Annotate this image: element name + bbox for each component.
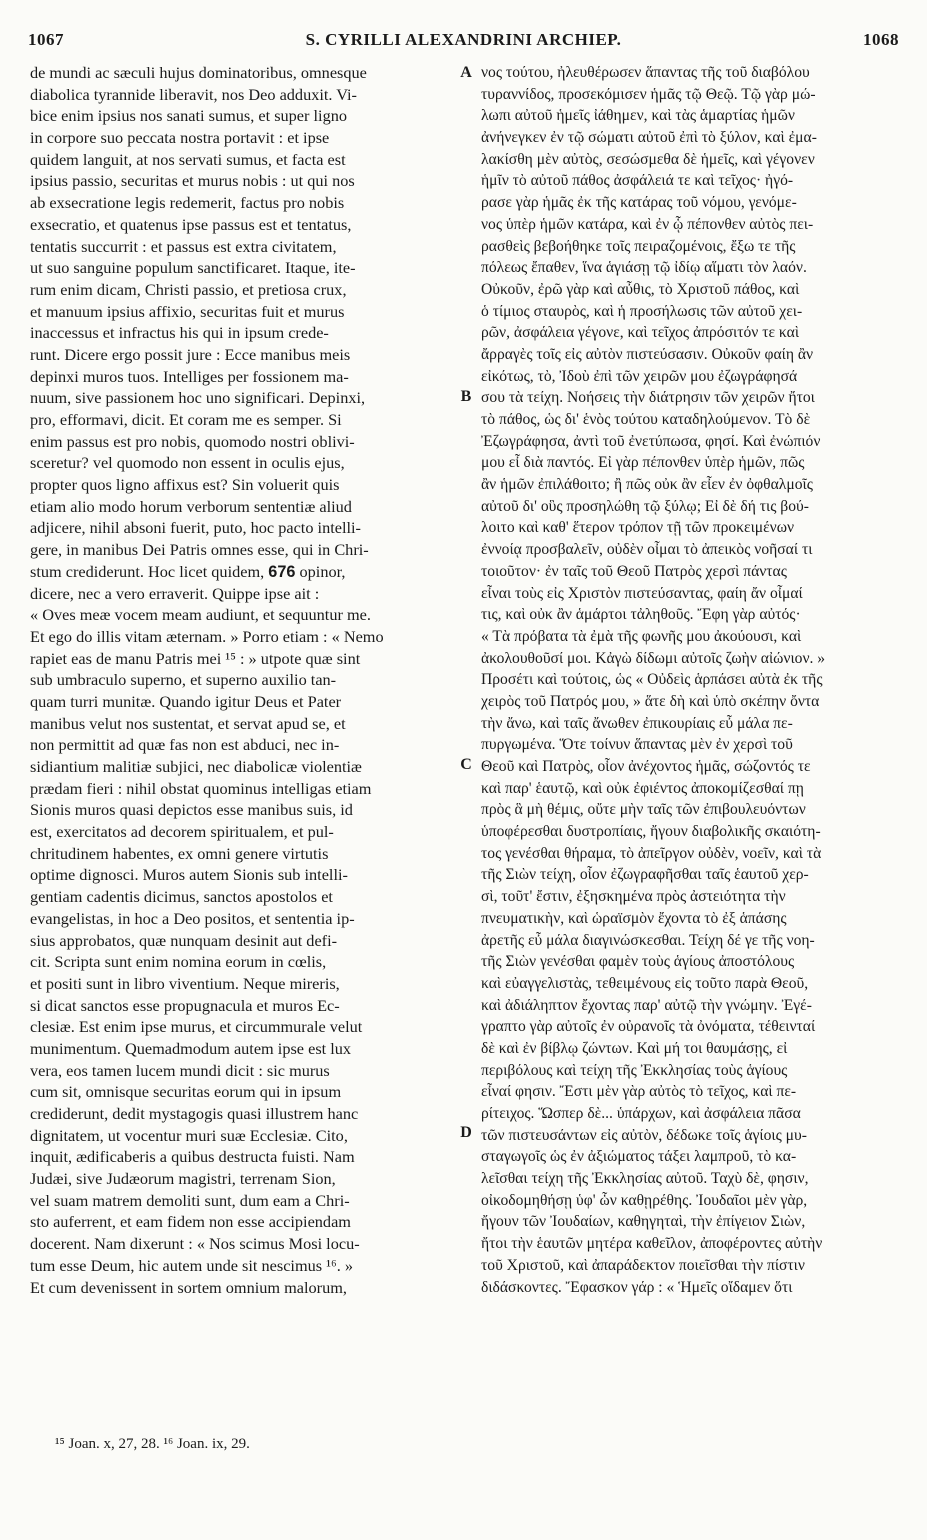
greek-line: Προσέτι καὶ τούτοις, ὡς « Οὐδεὶς ἁρπάσει αὐτὰ ἐκ τῆς bbox=[481, 671, 823, 689]
latin-line: quam turri munitæ. Quando igitur Deus et Pater bbox=[30, 691, 342, 711]
section-marker-c: C bbox=[460, 756, 472, 773]
greek-line: ἡμῖν τὸ αὐτοῦ πάθος ἀσφάλειά τε καὶ τεῖχος· ἠγό- bbox=[481, 172, 794, 190]
latin-line: sto auferrent, et eam fidem non esse accipiendam bbox=[30, 1212, 351, 1232]
section-marker-d: D bbox=[460, 1124, 472, 1141]
latin-line: vel suam matrem demoliti sunt, dum eam a Chri- bbox=[30, 1190, 350, 1210]
latin-line: de mundi ac sæculi hujus dominatoribus, omnesque bbox=[30, 63, 367, 82]
latin-line: runt. Dicere ergo possit jure : Ecce manibus meis bbox=[30, 344, 351, 364]
greek-line: αὐτοῦ δι' οὓς προσηλώθη τῷ ξύλῳ; Εἰ δὲ δή τις βού- bbox=[481, 497, 809, 515]
latin-line: propter quos ligno affixus est? Sin voluerit quis bbox=[30, 475, 340, 495]
latin-line: munimentum. Quemadmodum autem ipse est lux bbox=[30, 1038, 352, 1058]
greek-line: πρὸς ἃ μὴ θέμις, οὔτε μὴν ταῖς τῶν ἐπιβουλευόντων bbox=[481, 801, 806, 819]
greek-line: νος τούτου, ἠλευθέρωσεν ἅπαντας τῆς τοῦ διαβόλου bbox=[481, 64, 810, 81]
latin-line: si dicat sanctos esse propugnacula et muros Ec- bbox=[30, 995, 340, 1015]
greek-line: ἤγουν τῶν Ἰουδαίων, καθηγηταὶ, τὴν ἐπίγειον Σιὼν, bbox=[481, 1213, 806, 1231]
greek-line: τὸ πάθος, ὡς δι' ἑνὸς τούτου καταδηλούμενον. Τὸ δὲ bbox=[481, 411, 811, 428]
greek-line: τῆς Σιὼν τείχη, οἷον ἐζωγραφῆσθαι ταῖς ἑαυτοῦ χερ- bbox=[481, 866, 809, 884]
latin-line: inaccessus et infractus his qui in ipsum crede- bbox=[30, 323, 329, 343]
greek-line: οἰκοδομηθήσῃ ὑφ' ὧν καθῃρέθης. Ἰουδαῖοι μὲν γὰρ, bbox=[481, 1191, 808, 1209]
greek-line: ἐννοίᾳ προσβαλεῖν, οὐδὲν οἶμαι τὸ ἀπεικὸς νοῆσαί τι bbox=[481, 541, 813, 559]
page-header bbox=[28, 30, 899, 60]
section-marker-b: B bbox=[460, 388, 472, 405]
greek-line: σὶ, τοῦτ' ἔστιν, ἐξησκημένα πρὸς ἀστειότητα τὴν bbox=[481, 888, 786, 906]
greek-line: εἶναι τοὺς εἰς Χριστὸν πιστεύσαντας, φαίη ἄν οἶμαί bbox=[481, 584, 803, 602]
greek-line: λεῖσθαι τείχη τῆς Ἐκκλησίας αὐτοῦ. Ταχὺ δὲ, φησιν, bbox=[481, 1170, 809, 1188]
latin-line: gere, in manibus Dei Patris omnes esse, qui in Chri- bbox=[30, 540, 369, 560]
latin-line: exsecratio, et quatenus ipse passus est et tentatus, bbox=[30, 214, 352, 234]
greek-line: τυραννίδος, προσεκόμισεν ἡμᾶς τῷ Θεῷ. Τῷ γὰρ μώ- bbox=[481, 85, 816, 103]
greek-line: ἂν ἡμῶν ἐπιλάθοιτο; ἢ πῶς οὐκ ἂν εἶεν ἐν ὀφθαλμοῖς bbox=[481, 476, 813, 494]
latin-line: diabolica tyrannide liberavit, nos Deo adduxit. Vi- bbox=[30, 84, 357, 104]
greek-line: πόλεως ἔπαθεν, ἵνα ἁγιάσῃ τῷ ἰδίῳ αἵματι τὸν λαόν. bbox=[481, 259, 807, 277]
column-number: 676 bbox=[268, 562, 296, 581]
latin-line: chritudinem habentes, ex omni genere virtutis bbox=[30, 843, 329, 863]
latin-line: non permittit ad quæ fas non est abduci, nec in- bbox=[30, 735, 340, 755]
latin-line: Sionis muros quasi depictos esse manibus suis, id bbox=[30, 800, 353, 820]
latin-line-text: opinor, bbox=[295, 561, 346, 581]
latin-line: vera, eos tamen lucem mundi dicit : sic murus bbox=[30, 1060, 330, 1080]
greek-line: λακίσθη μὲν αὐτὸς, σεσώσμεθα δὲ ἡμεῖς, καὶ γέγονεν bbox=[481, 150, 815, 168]
greek-line: ρίτειχος. Ὥσπερ δὲ... ὑπάρχων, καὶ ἀσφάλεια πᾶσα bbox=[481, 1105, 801, 1122]
greek-line: πνευματικὴν, καὶ ὡραϊσμὸν ἔχοντα τὸ ἐξ ἁπάσης bbox=[481, 909, 787, 927]
page-number-right: 1068 bbox=[863, 30, 899, 49]
latin-line: cit. Scripta sunt enim nomina eorum in cœlis, bbox=[30, 952, 327, 972]
footnote: ¹⁵ Joan. x, 27, 28. ¹⁶ Joan. ix, 29. bbox=[55, 1436, 250, 1452]
section-marker-a: A bbox=[460, 64, 472, 81]
greek-line: Οὐκοῦν, ἐρῶ γὰρ καὶ αὖθις, τὸ Χριστοῦ πάθος, καὶ bbox=[481, 280, 800, 298]
greek-line: ἤτοι τὴν ἑαυτῶν μητέρα καθεῖλον, ἀποφέροντες αὐτὴν bbox=[481, 1235, 823, 1253]
greek-line: τοῦ Χριστοῦ, καὶ ἀπαράδεκτον ποιεῖσθαι τὴν πίστιν bbox=[481, 1256, 805, 1274]
greek-column bbox=[481, 62, 905, 1298]
latin-line: sidiantium malitiæ subjici, nec diabolicæ violentiæ bbox=[30, 757, 362, 776]
latin-line: rapiet eas de manu Patris mei ¹⁵ : » utpote quæ sint bbox=[30, 648, 361, 668]
greek-line: ἀνήνεγκεν ἐν τῷ σώματι αὐτοῦ ἐπὶ τὸ ξύλον, καὶ ἐμα- bbox=[481, 129, 817, 147]
greek-line: χειρὸς τοῦ Πατρός μου, » ἅτε δὴ καὶ ὑπὸ σκέπην ὄντα bbox=[481, 692, 820, 710]
greek-line: καὶ παρ' ἑαυτῷ, καὶ οὐκ ἐφιέντος ἀποκομίζεσθαί πῃ bbox=[481, 779, 804, 797]
greek-line: ὁ τίμιος σταυρὸς, καὶ ἡ προσήλωσις τῶν αὐτοῦ χει- bbox=[481, 302, 803, 320]
greek-line: εἰκότως, τὸ, Ἰδοὺ ἐπὶ τῶν χειρῶν μου ἐζωγράφησά bbox=[481, 367, 798, 385]
greek-line: « Τὰ πρόβατα τὰ ἐμὰ τῆς φωνῆς μου ἀκούουσι, καὶ bbox=[481, 627, 802, 645]
greek-line: τις, καὶ οὐκ ἂν ἁμάρτοι τἀληθοῦς. Ἔφη γὰρ αὐτός· bbox=[481, 606, 801, 624]
latin-line: dignitatem, ut vocentur muri suæ Ecclesiæ. Cito, bbox=[30, 1125, 348, 1145]
greek-line: λωπι αὐτοῦ ἡμεῖς ἰάθημεν, καὶ τὰς ἁμαρτίας ἡμῶν bbox=[481, 107, 795, 125]
latin-line: manibus velut nos sustentat, et servat apud se, et bbox=[30, 713, 346, 733]
greek-line: δὲ καὶ ἐν βίβλῳ ζώντων. Καὶ μή τοι θαυμάσῃς, εἰ bbox=[481, 1039, 788, 1057]
greek-line: λοιτο καὶ καθ' ἕτερον τρόπον τῇ τῶν προκειμένων bbox=[481, 519, 795, 537]
greek-line: εἶναί φησιν. Ἔστι μὲν γὰρ αὐτὸς τὸ τεῖχος, καὶ πε- bbox=[481, 1083, 797, 1101]
latin-line: nuum, sive passionem hoc uno significari. Depinxi, bbox=[30, 388, 366, 408]
greek-line: μου εἶ διὰ παντός. Εἰ γὰρ πέπονθεν ὑπὲρ ἡμῶν, πῶς bbox=[481, 454, 805, 472]
greek-line: ἀκολουθοῦσί μοι. Κἀγὼ δίδωμι αὐτοῖς ζωὴν αἰώνιον. » bbox=[481, 649, 826, 667]
greek-line: Θεοῦ καὶ Πατρὸς, οἷον ἀνέχοντος ἡμᾶς, σώζοντός τε bbox=[481, 758, 811, 775]
page-number-left: 1067 bbox=[28, 30, 64, 49]
latin-line: et positi sunt in libro viventium. Neque mireris, bbox=[30, 973, 340, 993]
latin-column bbox=[30, 62, 452, 1298]
latin-line: gentiam cadentis dicimus, sanctos apostolos et bbox=[30, 887, 333, 907]
greek-line: ρασε γὰρ ἡμᾶς ἐκ τῆς κατάρας τοῦ νόμου, γενόμε- bbox=[481, 194, 797, 212]
latin-line: Judæi, sive Judæorum magistri, terrenam Sion, bbox=[30, 1169, 336, 1189]
latin-line: Et cum devenissent in sortem omnium malorum, bbox=[30, 1277, 347, 1297]
latin-line: optime dignosci. Muros autem Sionis sub intelli- bbox=[30, 865, 348, 885]
greek-line: γραπτο γὰρ αὐτοῖς ἐν οὐρανοῖς τὰ ὀνόματα, τέθεινταί bbox=[481, 1018, 816, 1036]
latin-line: adjicere, nihil absoni fuerit, puto, hoc pacto intelli- bbox=[30, 518, 361, 538]
latin-line: crediderunt, dedit mystagogis quasi illustrem hanc bbox=[30, 1104, 359, 1123]
latin-line: pro, efformavi, dicit. Et coram me es semper. Si bbox=[30, 410, 342, 429]
latin-line: ipsius passio, securitas et murus nobis : ut qui nos bbox=[30, 171, 355, 191]
latin-line: tentatis succurrit : et passus est extra civitatem, bbox=[30, 236, 337, 256]
latin-line: clesiæ. Est enim ipse murus, et circummurale velut bbox=[30, 1017, 363, 1037]
latin-line: sub umbraculo superno, et superno auxilio tan- bbox=[30, 670, 337, 690]
latin-line: depinxi muros tuos. Intelliges per fossionem ma- bbox=[30, 366, 349, 386]
greek-line: περιβόλους καὶ τείχη τῆς Ἐκκλησίας τοὺς ἁγίους bbox=[481, 1061, 788, 1079]
latin-line: in corpore suo peccata nostra portavit : et ipse bbox=[30, 128, 330, 148]
greek-line: καὶ εὐαγγελιστὰς, τεθειμένους εἰς τοῦτο παρὰ Θεοῦ, bbox=[481, 974, 809, 992]
latin-line: ab exsecratione legis redemerit, factus pro nobis bbox=[30, 193, 345, 213]
latin-line: enim passus est pro nobis, quomodo nostri oblivi- bbox=[30, 431, 355, 451]
latin-line: evangelistas, in hoc a Deo positos, et sententia ip- bbox=[30, 908, 355, 928]
latin-line: rum enim dicam, Christi passio, et pretiosa crux, bbox=[30, 279, 347, 299]
greek-line: νος ὑπὲρ ἡμῶν κατάρα, καὶ ἐν ᾧ πέπονθεν αὐτὸς πει- bbox=[481, 215, 814, 233]
latin-line bbox=[30, 561, 452, 583]
greek-line: τοιοῦτον· ἐν ταῖς τοῦ Θεοῦ Πατρὸς χερσὶ πάντας bbox=[481, 562, 787, 580]
latin-line: prædam fieri : nihil obstat quominus intelligas etiam bbox=[30, 778, 372, 798]
greek-line: τος γενέσθαι θήραμα, τὸ ἀπεῖργον οὐδὲν, νοεῖν, καὶ τὰ bbox=[481, 844, 822, 862]
greek-line: σταγωγοῖς ὡς ἐν ἀξιώματος τάξει λαμπροῦ, τὸ κα- bbox=[481, 1148, 797, 1166]
latin-line: docerent. Nam dixerunt : « Nos scimus Mosi locu- bbox=[30, 1234, 360, 1254]
greek-line: τὴν ἄνω, καὶ ταῖς ἄνωθεν ἐπικουρίαις εὖ μάλα πε- bbox=[481, 714, 793, 732]
latin-line: ut suo sanguine populum sanctificaret. Itaque, ite- bbox=[30, 258, 356, 278]
latin-line-text: stum crediderunt. Hoc licet quidem, bbox=[30, 561, 265, 581]
latin-line: dicere, nec a vero erraverit. Quippe ipse ait : bbox=[30, 583, 320, 603]
latin-line: sceretur? vel quomodo non essent in oculis ejus, bbox=[30, 453, 345, 473]
greek-line: τῆς Σιὼν γενέσθαι φαμὲν τοὺς ἁγίους ἀποστόλους bbox=[481, 953, 795, 971]
greek-line: τῶν πιστευσάντων εἰς αὐτὸν, δέδωκε τοῖς ἁγίοις μυ- bbox=[481, 1126, 807, 1144]
latin-line: « Oves meæ vocem meam audiunt, et sequuntur me. bbox=[30, 605, 371, 625]
greek-line: ὑποφέρεσθαι δυστροπίαις, ἤγουν διαβολικῆς σκαιότη- bbox=[481, 823, 821, 841]
latin-line: Et ego do illis vitam æternam. » Porro etiam : « Nemo bbox=[30, 626, 384, 646]
latin-line: quidem languit, at nos servati sumus, et facta est bbox=[30, 149, 346, 169]
latin-line: et manuum ipsius affixio, securitas fuit et murus bbox=[30, 301, 345, 321]
latin-line: tum esse Deum, hic autem unde sit nescimus ¹⁶. » bbox=[30, 1255, 354, 1275]
greek-line: ρῶν, ἀσφάλεια γέγονε, καὶ τεῖχος ἀπρόσιτόν τε καὶ bbox=[481, 324, 800, 342]
greek-line: καὶ ἀδιάληπτον ἔχοντας παρ' αὐτῷ τὴν γνώμην. Ἐγέ- bbox=[481, 996, 812, 1014]
latin-line: cum sit, omnisque securitas eorum qui in ipsum bbox=[30, 1082, 342, 1102]
greek-line: ἄρραγὲς τοῖς εἰς αὐτὸν πιστεύσασιν. Οὐκοῦν φαίη ἂν bbox=[481, 345, 814, 363]
greek-line: διδάσκοντες. Ἔφασκον γάρ : « Ἡμεῖς οἴδαμεν ὅτι bbox=[481, 1278, 793, 1296]
latin-line: etiam alio modo horum verborum sententiæ aliud bbox=[30, 496, 352, 516]
greek-line: σου τὰ τείχη. Νοήσεις τὴν διάτρησιν τῶν χειρῶν ἤτοι bbox=[481, 389, 815, 407]
latin-line: sius approbatos, quæ nunquam desinit aut defi- bbox=[30, 930, 338, 950]
greek-line: ἀρετῆς εὖ μάλα διαγινώσκεσθαι. Τείχη δέ γε τῆς νοη- bbox=[481, 931, 815, 949]
running-title: S. CYRILLI ALEXANDRINI ARCHIEP. bbox=[305, 30, 622, 49]
latin-line: inquit, ædificaberis a quibus destructa fuisti. Nam bbox=[30, 1147, 355, 1167]
latin-line: bice enim ipsius nos sanati sumus, et super ligno bbox=[30, 106, 347, 126]
greek-line: Ἐζωγράφησα, ἀντὶ τοῦ ἐνετύπωσα, φησί. Καὶ ἐνώπιόν bbox=[481, 432, 821, 450]
latin-line: est, exercitatos ad decorem spiritualem, et pul- bbox=[30, 822, 334, 842]
greek-line: πυργωμένα. Ὅτε τοίνυν ἅπαντας μὲν ἐν χερσὶ τοῦ bbox=[481, 736, 793, 754]
greek-line: ρασθεὶς βεβοήθηκε τοῖς πειραζομένοις, ἔξω τε τῆς bbox=[481, 237, 796, 255]
